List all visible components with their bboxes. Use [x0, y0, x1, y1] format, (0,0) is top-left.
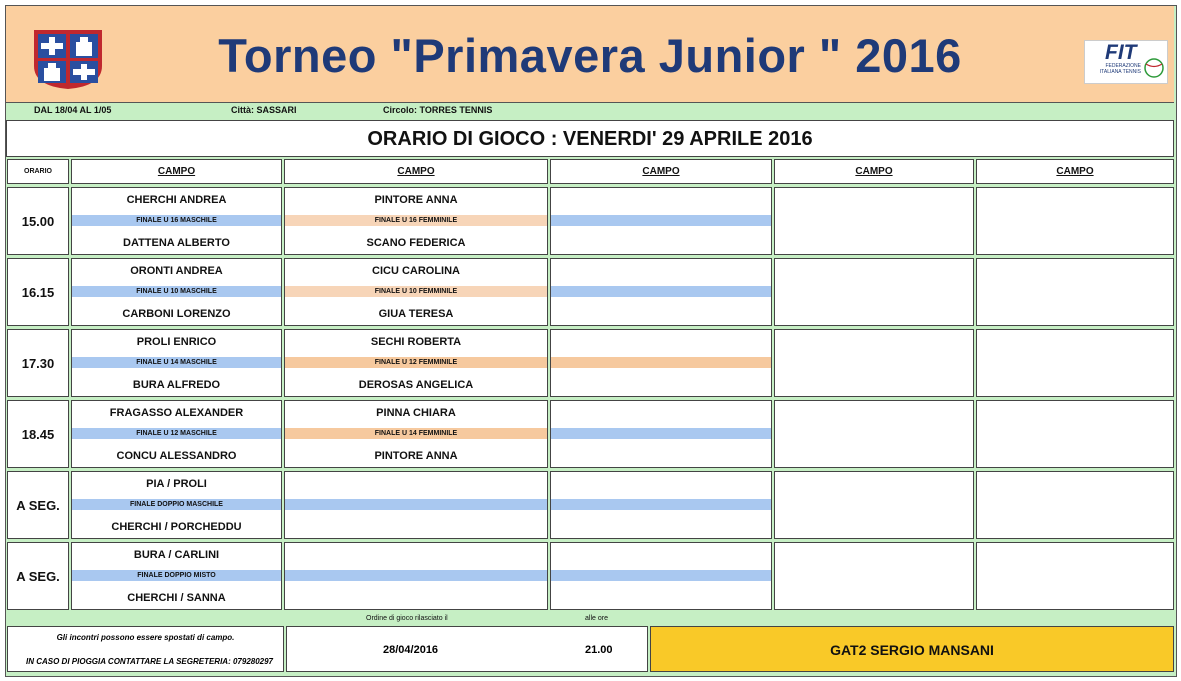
empty-court-cell — [774, 400, 974, 468]
event-band: FINALE U 14 FEMMINILE — [285, 428, 547, 439]
footer-notes — [7, 626, 284, 672]
event-band — [551, 570, 771, 581]
release-time: 21.00 — [585, 644, 613, 656]
match-cell — [71, 258, 282, 326]
header — [6, 6, 1174, 103]
player-one: SECHI ROBERTA — [370, 336, 462, 348]
tournament-dates: DAL 18/04 AL 1/05 — [34, 105, 112, 115]
player-two: CHERCHI / SANNA — [127, 592, 226, 604]
event-band: FINALE U 16 MASCHILE — [72, 215, 281, 226]
match-cell — [284, 542, 548, 610]
empty-court-cell — [976, 400, 1174, 468]
player-two: BURA ALFREDO — [132, 379, 221, 391]
event-band — [551, 428, 771, 439]
column-header-court: CAMPO — [284, 159, 548, 184]
empty-court-cell — [774, 542, 974, 610]
empty-court-cell — [976, 471, 1174, 539]
empty-court-cell — [774, 187, 974, 255]
empty-court-cell — [976, 542, 1174, 610]
info-bar — [6, 103, 1174, 118]
released-label: Ordine di gioco rilasciato il — [366, 615, 448, 622]
event-band — [285, 499, 547, 510]
player-two: CONCU ALESSANDRO — [116, 450, 237, 462]
event-band: FINALE U 14 MASCHILE — [72, 357, 281, 368]
match-cell — [71, 329, 282, 397]
time-cell: A SEG. — [7, 542, 69, 610]
match-cell — [284, 187, 548, 255]
fit-logo-subtext: FEDERAZIONE ITALIANA TENNIS — [1099, 63, 1141, 75]
event-band — [551, 215, 771, 226]
event-band — [551, 286, 771, 297]
tournament-city: Città: SASSARI — [231, 105, 297, 115]
event-band: FINALE DOPPIO MASCHILE — [72, 499, 281, 510]
player-one: PROLI ENRICO — [136, 336, 217, 348]
event-band: FINALE U 12 FEMMINILE — [285, 357, 547, 368]
event-band: FINALE U 12 MASCHILE — [72, 428, 281, 439]
player-two: SCANO FEDERICA — [366, 237, 466, 249]
note-rain-contact: IN CASO DI PIOGGIA CONTATTARE LA SEGRETERIA: 079280297 — [26, 657, 274, 666]
event-band: FINALE U 10 MASCHILE — [72, 286, 281, 297]
match-cell — [284, 400, 548, 468]
player-one: ORONTI ANDREA — [130, 265, 223, 277]
match-cell — [284, 329, 548, 397]
match-cell — [71, 400, 282, 468]
time-cell: 16.15 — [7, 258, 69, 326]
event-band — [551, 357, 771, 368]
time-cell: 15.00 — [7, 187, 69, 255]
empty-court-cell — [774, 471, 974, 539]
empty-court-cell — [774, 258, 974, 326]
player-one: BURA / CARLINI — [133, 549, 220, 561]
match-cell-empty — [550, 187, 772, 255]
player-one: CHERCHI ANDREA — [126, 194, 227, 206]
empty-court-cell — [976, 187, 1174, 255]
time-label: alle ore — [585, 615, 608, 622]
column-header-court: CAMPO — [774, 159, 974, 184]
player-two: CHERCHI / PORCHEDDU — [111, 521, 242, 533]
event-band: FINALE U 16 FEMMINILE — [285, 215, 547, 226]
match-cell-empty — [550, 258, 772, 326]
event-band — [551, 499, 771, 510]
note-court-change: Gli incontri possono essere spostati di campo. — [56, 633, 235, 642]
player-two: CARBONI LORENZO — [122, 308, 231, 320]
empty-court-cell — [976, 329, 1174, 397]
match-cell — [71, 542, 282, 610]
player-one: PIA / PROLI — [146, 478, 207, 490]
player-two: GIUA TERESA — [378, 308, 454, 320]
release-date: 28/04/2016 — [383, 644, 439, 656]
event-band — [285, 570, 547, 581]
schedule-title: ORARIO DI GIOCO : VENERDI' 29 APRILE 2016 — [6, 120, 1174, 157]
empty-court-cell — [976, 258, 1174, 326]
column-header-court: CAMPO — [976, 159, 1174, 184]
column-header-court: CAMPO — [71, 159, 282, 184]
time-cell: A SEG. — [7, 471, 69, 539]
fit-logo — [1084, 40, 1168, 84]
tennis-ball-icon — [1143, 57, 1165, 79]
column-header-time: ORARIO — [7, 159, 69, 184]
match-cell — [71, 471, 282, 539]
match-cell — [284, 258, 548, 326]
player-one: CICU CAROLINA — [372, 265, 460, 277]
column-header-court: CAMPO — [550, 159, 772, 184]
tournament-title: Torneo "Primavera Junior " 2016 — [218, 29, 962, 82]
player-one: PINNA CHIARA — [376, 407, 456, 419]
player-one: FRAGASSO ALEXANDER — [109, 407, 244, 419]
event-band: FINALE DOPPIO MISTO — [72, 570, 281, 581]
player-two: PINTORE ANNA — [374, 450, 458, 462]
player-two: DATTENA ALBERTO — [123, 237, 230, 249]
player-one: PINTORE ANNA — [374, 194, 458, 206]
tournament-club: Circolo: TORRES TENNIS — [383, 105, 493, 115]
player-two: DEROSAS ANGELICA — [358, 379, 474, 391]
referee-box: GAT2 SERGIO MANSANI — [650, 626, 1174, 672]
event-band: FINALE U 10 FEMMINILE — [285, 286, 547, 297]
match-cell — [284, 471, 548, 539]
empty-court-cell — [774, 329, 974, 397]
time-cell: 17.30 — [7, 329, 69, 397]
time-cell: 18.45 — [7, 400, 69, 468]
match-cell-empty — [550, 400, 772, 468]
fit-logo-text: FIT — [1105, 41, 1137, 64]
match-cell-empty — [550, 471, 772, 539]
release-info — [286, 626, 648, 672]
match-cell-empty — [550, 542, 772, 610]
match-cell — [71, 187, 282, 255]
match-cell-empty — [550, 329, 772, 397]
